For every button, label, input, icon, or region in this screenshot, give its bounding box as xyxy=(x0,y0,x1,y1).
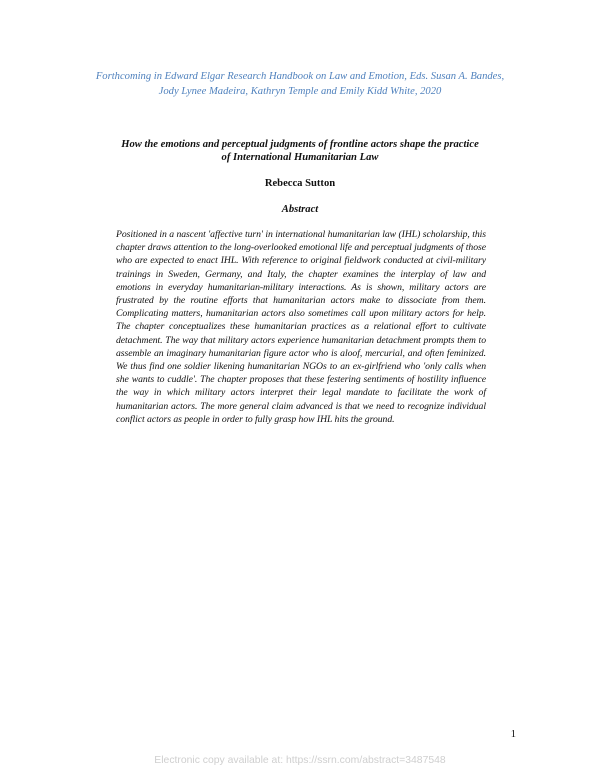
abstract-heading: Abstract xyxy=(281,204,319,215)
publication-note: Forthcoming in Edward Elgar Research Handbook on Law and Emotion, Eds. Susan A. Bandes, Jody Lynee Madeira, Kathryn Temple and Emily Kidd White, 2020 xyxy=(95,71,505,97)
page-number: 1 xyxy=(510,729,516,740)
ssrn-footer: Electronic copy available at: https://ssrn.com/abstract=3487548 xyxy=(154,755,446,766)
abstract-text: Positioned in a nascent 'affective turn' in international humanitarian law (IHL) scholarship, this chapter draws attention to the long-overlooked emotional life and perceptual judgments of those who are expected to enact IHL. With reference to original fieldwork conducted at civil-military trainings in Sweden, Germany, and Italy, the chapter examines the interplay of law and emotions in everyday humanitarian-military interactions. As is shown, military actors are frustrated by the routine efforts that humanitarian actors make to dissociate from them. Complicating matters, humanitarian actors also sometimes call upon military actors for help. The chapter conceptualizes these humanitarian practices as a relational effort to cultivate detachment. The way that military actors experience humanitarian detachment prompts them to assemble an imaginary humanitarian figure actor who is aloof, mercurial, and often feminized. We thus find one soldier likening humanitarian NGOs to an ex-girlfriend who 'only calls when she wants to cuddle'. The chapter proposes that these festering sentiments of hostility influence the way in which military actors interpret their legal mandate to facilitate the work of humanitarian actors. The more general claim advanced is that we need to recognize individual conflict actors as people in order to fully grasp how IHL hits the ground. xyxy=(116,229,486,425)
paper-title: How the emotions and perceptual judgments of frontline actors shape the practice of International Humanitarian Law xyxy=(121,139,479,163)
author-name: Rebecca Sutton xyxy=(264,178,336,189)
